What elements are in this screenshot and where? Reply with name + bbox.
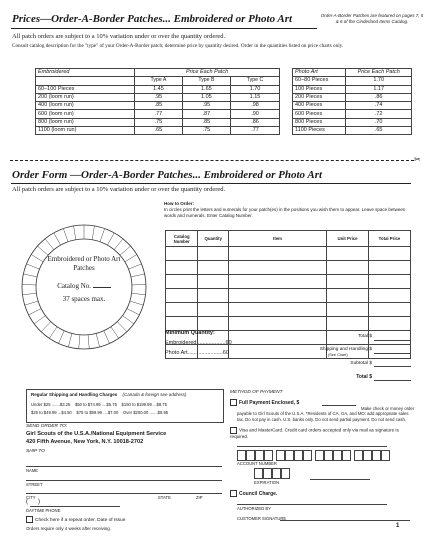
shipping-sub-label: (See Chart) [328,353,348,357]
order-cell[interactable] [166,275,198,289]
city-state-zip-field[interactable] [26,493,222,494]
expiration-boxes[interactable] [254,468,293,479]
table-row: 1100 (loom run) .65 .75 .77 [36,127,280,135]
embroidered-price-header: Price Each Patch [135,69,280,77]
order-cell[interactable] [369,289,411,303]
type-c-header: Type C [231,77,280,85]
order-cell[interactable] [327,303,369,317]
order-row [166,289,411,303]
scissors-icon: ✂ [414,155,421,164]
order-row [166,261,411,275]
letter-space-divider [58,331,64,344]
customer-signature-line[interactable] [280,520,410,521]
circle-center-text: Embroidered or Photo Art Patches [47,255,121,272]
col-unit-price: Unit Price [327,231,369,247]
council-charge-checkbox[interactable] [230,490,237,497]
letter-space-divider [26,264,39,269]
letter-space-divider [132,284,146,285]
letter-space-divider [29,309,42,315]
digit-box[interactable] [237,450,246,461]
order-row [166,317,411,331]
repeat-order-label: Check here if a repeat order. Date of Issue [35,517,126,523]
table-row: 400 (loom run) .85 .95 .98 [36,102,280,110]
prices-consult-note: Consult catalog description for the "type" of your Order-A-Border patch; determine price by quantity desired. Order in the quantities listed on price charts only. [12,43,344,49]
order-cell[interactable] [198,261,229,275]
full-payment-note: Make check or money order payable to Girl Scouts of the U.S.A. *Residents of CA, GA, and MO: add appropriate sales tax. Do not pay in cash. U.S. banks only. Do not send partial payment. Do not send cash. [237,406,415,422]
shipping-input[interactable] [374,353,411,354]
letter-space-divider [120,246,131,255]
digit-box[interactable] [263,468,272,479]
cut-line [10,160,414,161]
circle-spaces-note: 37 spaces max. [62,295,106,303]
order-cell[interactable] [229,247,327,261]
order-cell[interactable] [327,289,369,303]
address-line-2: 420 Fifth Avenue, New York, N.Y. 10018-2702 [26,439,144,445]
authorized-by-line[interactable] [237,504,387,505]
digit-box[interactable] [363,450,372,461]
order-cell[interactable] [327,261,369,275]
state-caption: STATE [158,495,171,500]
order-cell[interactable] [369,303,411,317]
cardholder-signature-line[interactable] [237,446,387,447]
payment-title: METHOD OF PAYMENT [230,390,283,395]
prices-rule [11,28,317,29]
repeat-order-note: Orders require only 4 weeks after receiving. [26,526,111,531]
photo-art-label: Photo Art [293,69,346,77]
digit-box[interactable] [254,468,263,479]
phone-caption: DAYTIME PHONE [26,508,61,513]
letter-space-divider [107,233,114,245]
zip-caption: ZIP [196,495,203,500]
order-cell[interactable] [166,289,198,303]
order-cell[interactable] [166,261,198,275]
subtotal-label: Subtotal $ [350,361,372,366]
order-cell[interactable] [327,275,369,289]
table-row: 200 (loom run) .95 1.05 1.15 [36,93,280,101]
table-row: 1100 Pieces .65 [293,127,412,135]
order-cell[interactable] [198,317,229,331]
digit-box[interactable] [381,450,390,461]
letter-space-divider [25,301,38,305]
letter-space-divider [22,284,36,285]
order-cell[interactable] [166,303,198,317]
order-cell[interactable] [327,317,369,331]
embroidered-price-table [35,68,280,135]
order-form-title: Order Form —Order-A-Border Patches... Embroidered or Photo Art [12,169,323,181]
address-line-1: Girl Scouts of the U.S.A./National Equipment Service [26,431,167,437]
repeat-order-checkbox[interactable] [26,516,33,523]
total-label: Total $ [357,334,372,339]
letter-space-divider [88,335,89,349]
order-cell[interactable] [198,247,229,261]
shipping-rate-row: Under $25 .......$3.25 $50 to $74.99 ....$5.75 $150 to $199.99 ...$8.75 [31,402,167,407]
order-cell[interactable] [229,303,327,317]
digit-box[interactable] [333,450,342,461]
visa-mastercard-label: Visa and MasterCard. Credit card orders accepted only via mail as signature is required. [230,427,399,439]
digit-box[interactable] [342,450,351,461]
shipping-charges-note: (Canada & foreign see address) [122,392,187,397]
letter-space-divider [111,327,119,339]
minimum-embroidered: Embroidered ..................60 [165,340,232,346]
digit-box[interactable] [372,450,381,461]
digit-box[interactable] [264,450,273,461]
digit-box[interactable] [294,450,303,461]
table-row: 800 (loom run) .75 .85 .86 [36,118,280,126]
letter-space-divider [117,322,127,332]
name-caption: NAME [26,468,39,473]
digit-box[interactable] [272,468,281,479]
digit-box[interactable] [315,450,324,461]
letter-space-divider [41,322,51,332]
table-row: 60–80 Pieces 1.70 [293,77,412,85]
table-row: 400 Pieces .74 [293,102,412,110]
order-cell[interactable] [229,261,327,275]
letter-space-divider [130,301,143,305]
table-row: 200 Pieces .86 [293,93,412,101]
shipping-charges-title: Regular Shipping and Handling Charges [31,392,118,397]
visa-mastercard-checkbox[interactable] [230,427,237,434]
digit-box[interactable] [246,450,255,461]
full-payment-checkbox[interactable] [230,399,237,406]
order-cell[interactable] [327,247,369,261]
order-cell[interactable] [229,331,327,345]
letter-space-divider [100,229,105,242]
letter-space-divider [114,239,123,250]
letter-space-divider [79,335,80,349]
catalog-side-note: Order-A-Border Patches are featured on pages 7, 5 & 6 of the Cinderland Items Catalog. [320,13,424,24]
order-cell[interactable] [229,317,327,331]
digit-box[interactable] [354,450,363,461]
col-quantity: Quantity [198,231,229,247]
letter-space-divider [92,226,94,240]
table-row: 60–100 Pieces 1.45 1.65 1.70 [36,85,280,93]
table-row: 800 Pieces .70 [293,118,412,126]
letter-space-divider [96,333,100,347]
letter-space-divider [23,274,37,277]
order-cell[interactable] [198,289,229,303]
table-row: 600 Pieces .72 [293,110,412,118]
letter-space-divider [31,254,43,261]
letter-space-divider [74,226,76,240]
photo-price-header: Price Each Patch [346,69,412,77]
letter-space-divider [54,233,61,245]
letter-space-divider [49,327,57,339]
card-number-boxes[interactable] [237,450,393,461]
council-charge-label: Council Charge. [239,490,278,497]
letter-space-divider [129,264,142,269]
prices-variation-note: All patch orders are subject to a 10% variation under or over the quantity ordered. [12,33,226,40]
digit-box[interactable] [285,450,294,461]
order-cell[interactable] [369,345,411,359]
order-cell[interactable] [198,303,229,317]
shipping-charges-box [26,389,224,423]
grand-total-input[interactable] [374,380,411,381]
letter-space-divider [104,331,110,344]
street-field[interactable] [26,480,222,481]
photo-art-price-table [292,68,412,135]
how-to-order-text: In circles print the letters and numerals for your patch(es) in the positions you wish them to appear. Leave space between words and numerals. Enter Catalog Number. [164,207,406,218]
total-input[interactable] [374,340,411,341]
order-row [166,303,411,317]
letter-space-divider [34,316,45,324]
minimum-quantity-title: Minimum Quantity: [165,330,215,336]
shipping-label: Shipping and Handling $ [319,347,372,352]
digit-box[interactable] [303,450,312,461]
order-cell[interactable] [229,289,327,303]
phone-field[interactable] [30,506,120,507]
table-row: 100 Pieces 1.17 [293,85,412,93]
col-total-price: Total Price [369,231,411,247]
letter-space-divider [132,293,146,295]
subtotal-input[interactable] [374,366,411,367]
full-payment-label: Full Payment Enclosed, $ [239,399,300,406]
shipping-rate-row: $25 to $49.99 ...$4.50 $75 to $99.99 ....$7.00 Over $200.00 .......$9.95 [31,410,169,415]
order-cell[interactable] [369,331,411,345]
order-cell[interactable] [229,275,327,289]
letter-space-divider [63,229,68,242]
letter-space-divider [131,274,145,277]
city-caption: CITY [26,495,36,500]
col-catalog-number: Catalog Number [166,231,198,247]
street-caption: STREET [26,482,43,487]
table-row: 600 (loom run) .77 .87 .90 [36,110,280,118]
letter-space-divider [45,239,54,250]
digit-box[interactable] [276,450,285,461]
order-cell[interactable] [369,317,411,331]
card-extra-field[interactable] [310,479,370,480]
order-cell[interactable] [369,261,411,275]
expiration-caption: EXPIRATION [254,480,280,485]
letter-space-divider [37,246,48,255]
order-cell[interactable] [166,247,198,261]
type-b-header: Type B [182,77,230,85]
minimum-photo-art: Photo Art.......................60 [165,350,229,356]
digit-box[interactable] [281,468,290,479]
grand-total-label: Total $ [356,374,372,380]
order-row [166,247,411,261]
letter-space-divider [68,333,72,347]
how-to-order-title: How to Order: [164,201,194,206]
digit-box[interactable] [255,450,264,461]
letter-space-divider [125,254,137,261]
order-variation-note: All patch orders are subject to a 10% variation under or over the quantity ordered. [12,186,226,193]
order-row [166,275,411,289]
page-number: 1 [396,523,400,529]
catalog-no-input[interactable] [93,287,111,288]
ship-to-label: SHIP TO [26,449,45,454]
catalog-no-label: Catalog No. [57,282,92,290]
order-form-rule [11,183,411,184]
col-item: Item [229,231,327,247]
order-cell[interactable] [369,247,411,261]
order-cell[interactable] [198,275,229,289]
letter-space-divider [123,316,134,324]
order-cell[interactable] [369,275,411,289]
letter-space-divider [23,293,37,295]
send-order-to-label: SEND ORDER TO: [26,424,68,429]
authorized-by-caption: AUTHORIZED BY [237,506,271,511]
account-number-caption: ACCOUNT NUMBER [237,461,277,466]
embroidered-label: Embroidered [36,69,135,77]
letter-space-divider [127,309,140,315]
digit-box[interactable] [324,450,333,461]
customer-signature-caption: CUSTOMER SIGNATURE [237,516,287,521]
prices-title: Prices—Order-A-Border Patches... Embroidered or Photo Art [12,13,293,25]
type-a-header: Type A [135,77,183,85]
order-cell[interactable] [166,317,198,331]
name-field[interactable] [26,466,222,467]
